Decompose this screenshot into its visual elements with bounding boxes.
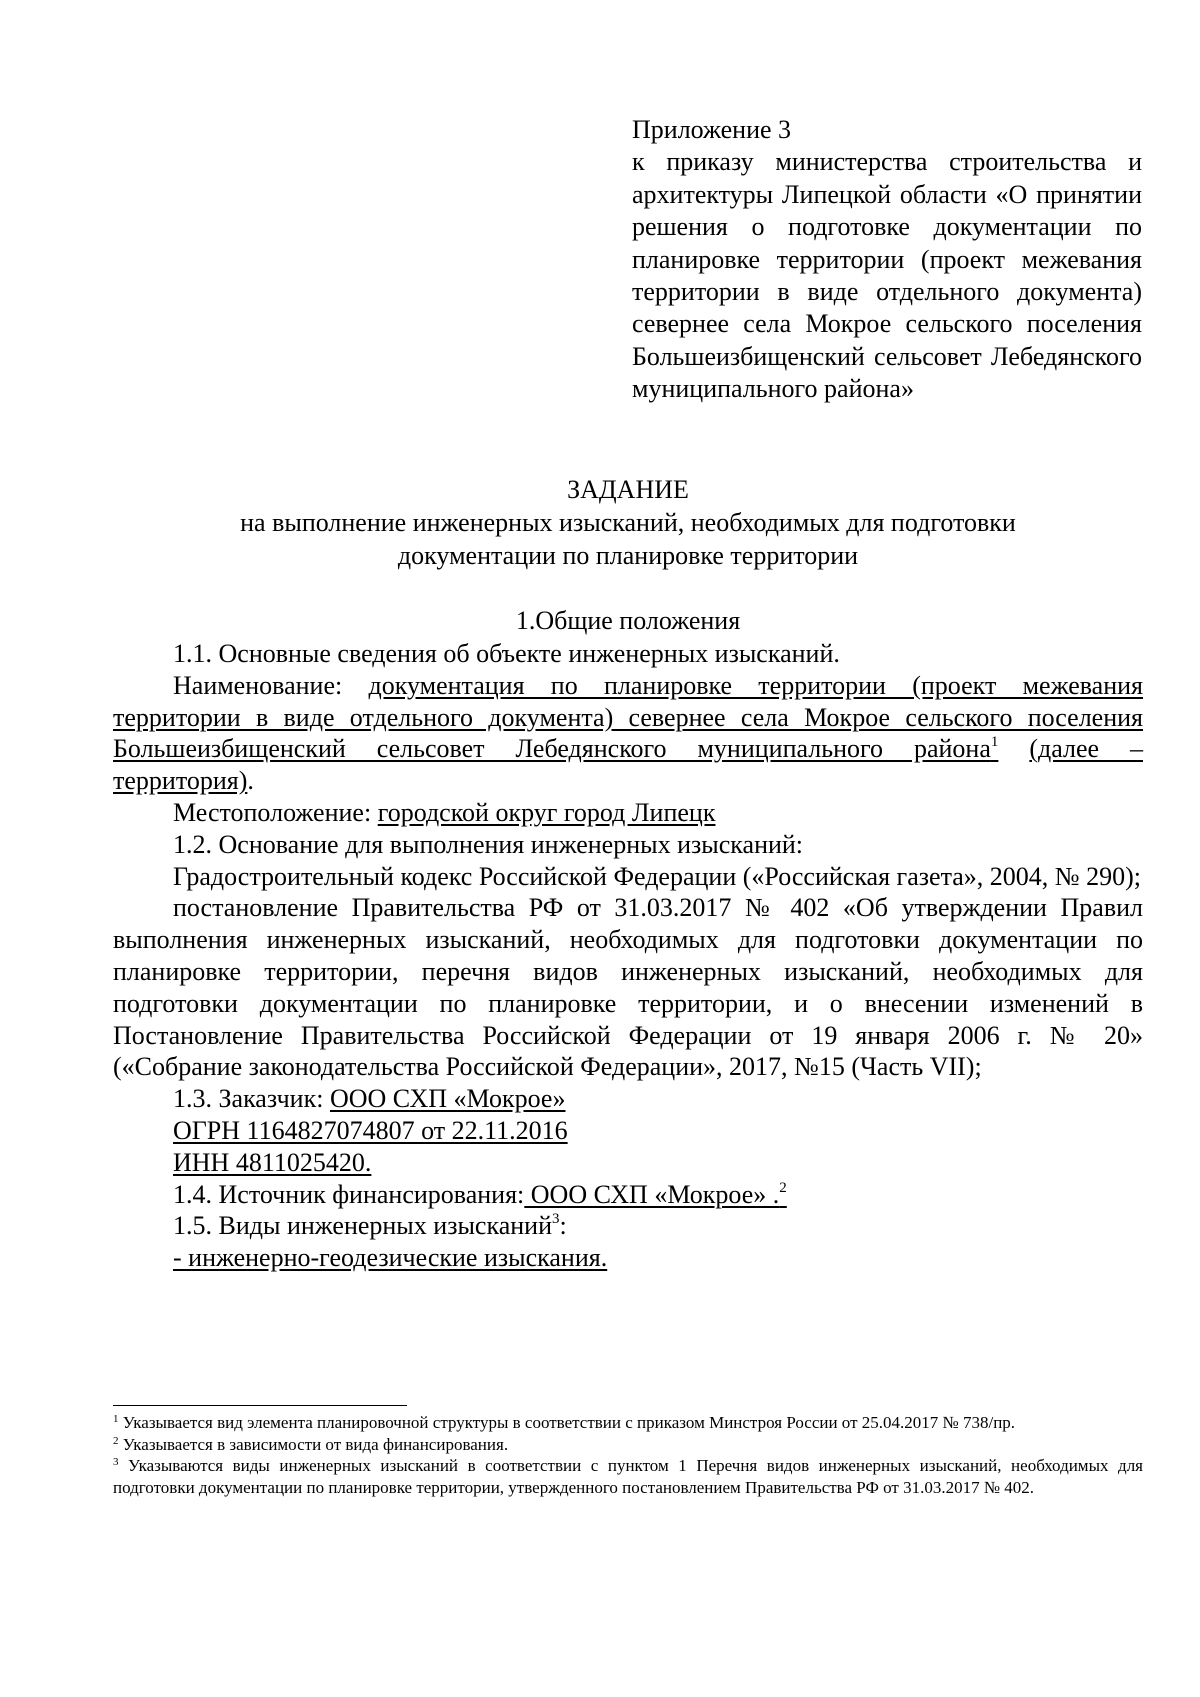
footnote-ref-3: 3 <box>552 1211 560 1228</box>
task-subtitle-line2: документации по планировке территории <box>397 541 859 570</box>
task-subtitle-line1: на выполнение инженерных изысканий, необходимых для подготовки <box>240 508 1016 537</box>
location-value: городской округ город Липецк <box>377 797 716 827</box>
funding-value <box>524 1180 787 1209</box>
name-value-text: документация по планировке территории (проект межевания территории в виде отдельного документа) севернее села Мокрое сельского поселения Большеизбищенский сельсовет Лебедянского муниципального района <box>113 670 1143 764</box>
footnote-separator <box>113 1405 407 1406</box>
footnote-3-text: Указываются виды инженерных изысканий в соответствии с пунктом 1 Перечня видов инженерных изысканий, необходимых для подготовки документации по планировке территории, утвержденного постановлением Правительства РФ от 31.03.2017 № 402. <box>113 1456 1143 1497</box>
footnote-2 <box>113 1434 1143 1456</box>
appendix-body: к приказу министерства строительства и архитектуры Липецкой области «О принятии решения о подготовке документации по планировке территории (проект межевания территории в виде отдельного документа) севернее села Мокрое сельского поселения Большеизбищенский сельсовет Лебедянского муниципального района» <box>632 147 1142 404</box>
footnote-1 <box>113 1412 1143 1434</box>
footnote-3 <box>113 1455 1143 1498</box>
basis-urban-code: Градостроительный кодекс Российской Федерации («Российская газета», 2004, № 290); <box>173 861 1141 891</box>
location-label: Местоположение: <box>173 797 378 827</box>
footnotes <box>113 1412 1143 1498</box>
appendix-title: Приложение 3 <box>632 115 792 144</box>
clause-1-3 <box>113 1083 1143 1115</box>
types-label: 1.5. Виды инженерных изысканий <box>173 1211 552 1241</box>
clause-1-4 <box>113 1179 1143 1211</box>
name-tail: (далее – территория) <box>113 734 1144 796</box>
footnote-ref-1: 1 <box>990 734 999 751</box>
clause-1-1: 1.1. Основные сведения об объекте инженерных изысканий. <box>173 639 840 668</box>
task-title: ЗАДАНИЕ <box>567 475 689 504</box>
clause-location <box>113 797 1143 829</box>
basis-government-decree: постановление Правительства РФ от 31.03.2017 № 402 «Об утверждении Правил выполнения инженерных изысканий, необходимых для подготовки документации по планировке территории, перечня видов инженерных изысканий, необходимых для подготовки документации по планировке территории, и о внесении изменений в Постановление Правительства Российской Федерации от 19 января 2006 г. № 20» («Собрание законодательства Российской Федерации», 2017, №15 (Часть VII); <box>113 893 1143 1082</box>
footnote-ref-2: 2 <box>779 1179 787 1196</box>
survey-type-value: - инженерно-геодезические изыскания. <box>173 1243 608 1273</box>
customer-inn <box>113 1147 1143 1179</box>
name-label: Наименование: <box>173 670 369 700</box>
clause-name <box>113 670 1143 797</box>
footnote-1-text: Указывается вид элемента планировочной структуры в соответствии с приказом Минстроя России от 25.04.2017 № 738/пр. <box>118 1413 1016 1432</box>
types-colon: : <box>559 1211 567 1241</box>
inn-value: ИНН 4811025420. <box>173 1147 372 1177</box>
funding-label: 1.4. Источник финансирования: <box>173 1179 525 1209</box>
section-1-body <box>113 638 1143 1274</box>
clause-1-2: 1.2. Основание для выполнения инженерных изысканий: <box>173 829 804 859</box>
ogrn-value: ОГРН 1164827074807 от 22.11.2016 <box>173 1115 568 1145</box>
customer-value: ООО СХП «Мокрое» <box>329 1084 566 1114</box>
name-end: . <box>247 766 254 796</box>
footnote-2-text: Указывается в зависимости от вида финансирования. <box>118 1434 509 1454</box>
survey-type-item <box>113 1242 1143 1274</box>
section-1-title: 1.Общие положения <box>515 606 741 635</box>
footnote-3-number: 3 <box>113 1456 119 1468</box>
footnote-1-number: 1 <box>113 1413 119 1425</box>
appendix-header <box>632 114 1142 406</box>
customer-ogrn <box>113 1115 1143 1147</box>
footnote-2-number: 2 <box>113 1434 119 1447</box>
funding-value-text: ООО СХП «Мокрое» . <box>524 1179 780 1209</box>
clause-1-5 <box>113 1210 1143 1242</box>
customer-label: 1.3. Заказчик: <box>173 1084 330 1114</box>
